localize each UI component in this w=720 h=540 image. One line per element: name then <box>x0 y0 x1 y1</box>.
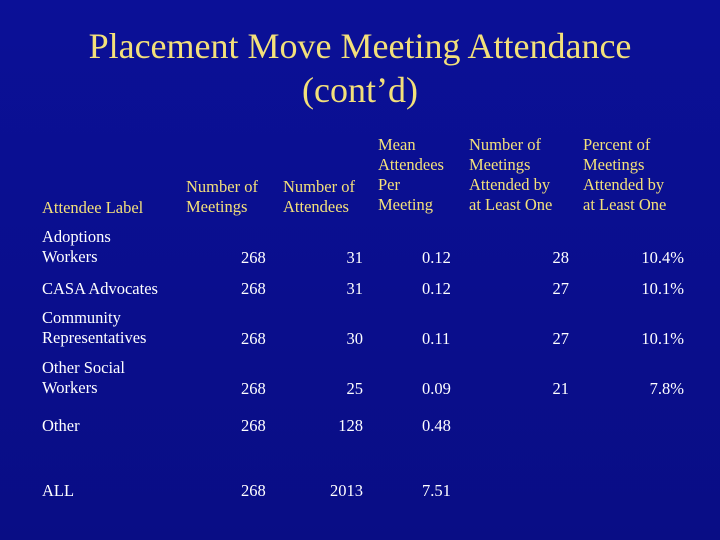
cell-percent: 10.4% <box>641 248 684 267</box>
cell-attendees: 31 <box>346 248 363 267</box>
cell-meetings: 268 <box>241 279 266 298</box>
cell-mean: 0.12 <box>422 248 451 267</box>
cell-attendees: 31 <box>346 279 363 298</box>
cell-mean: 0.12 <box>422 279 451 298</box>
cell-attendees: 30 <box>346 329 363 348</box>
cell-meetings: 268 <box>241 416 266 435</box>
cell-mean: 0.09 <box>422 379 451 398</box>
cell-mean: 0.11 <box>422 329 451 348</box>
row-label: Other <box>42 416 80 435</box>
header-mean-attendees-per-meeting: Mean Attendees Per Meeting <box>378 135 444 214</box>
header-number-of-attendees: Number of Attendees <box>283 177 355 216</box>
header-meetings-attended-by-one: Number of Meetings Attended by at Least One <box>469 135 553 214</box>
cell-meetings: 268 <box>241 248 266 267</box>
cell-percent: 7.8% <box>649 379 684 398</box>
cell-attended: 27 <box>552 329 569 348</box>
row-label: CASA Advocates <box>42 279 158 298</box>
cell-meetings: 268 <box>241 481 266 500</box>
cell-meetings: 268 <box>241 329 266 348</box>
row-label: Other Social Workers <box>42 358 125 397</box>
row-label: Community Representatives <box>42 308 147 347</box>
cell-attendees: 128 <box>338 416 363 435</box>
slide-title-line-1: Placement Move Meeting Attendance <box>88 26 632 66</box>
header-percent-attended-by-one: Percent of Meetings Attended by at Least One <box>583 135 667 214</box>
cell-percent: 10.1% <box>641 329 684 348</box>
cell-mean: 0.48 <box>422 416 451 435</box>
row-label: Adoptions Workers <box>42 227 111 266</box>
cell-percent: 10.1% <box>641 279 684 298</box>
cell-attended: 27 <box>552 279 569 298</box>
header-number-of-meetings: Number of Meetings <box>186 177 258 216</box>
cell-mean: 7.51 <box>422 481 451 500</box>
slide-title-line-2: (cont’d) <box>302 70 418 110</box>
cell-attendees: 25 <box>346 379 363 398</box>
cell-attended: 28 <box>552 248 569 267</box>
header-attendee-label: Attendee Label <box>42 198 144 217</box>
cell-attendees: 2013 <box>330 481 363 500</box>
cell-attended: 21 <box>552 379 569 398</box>
cell-meetings: 268 <box>241 379 266 398</box>
row-label: ALL <box>42 481 75 500</box>
